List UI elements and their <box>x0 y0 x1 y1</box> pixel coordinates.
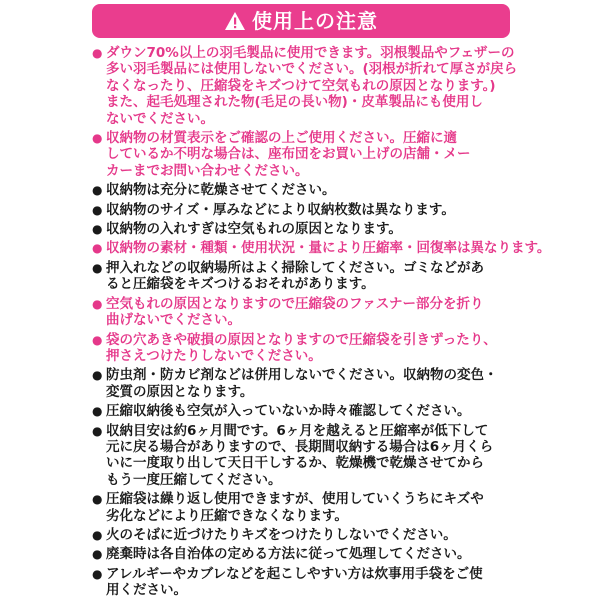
bullet-icon: ● <box>92 183 103 198</box>
caution-note-line: 収納物のサイズ・厚みなどにより収納枚数は異なります。 <box>106 201 455 218</box>
caution-note <box>92 491 512 524</box>
caution-note-line: 変質の原因となります。 <box>106 383 254 400</box>
bullet-icon: ● <box>92 404 103 419</box>
caution-note-text <box>106 566 512 599</box>
caution-header <box>92 4 510 38</box>
caution-note-line: 元に戻る場合がありますので、長期間収納する場合は6ヶ月くら <box>106 438 494 455</box>
caution-note-line: 押入れなどの収納場所はよく掃除してください。ゴミなどがあ <box>106 259 484 276</box>
caution-note-text <box>106 367 512 400</box>
caution-note-line: いに一度取り出して天日干しするか、乾燥機で乾燥させてから <box>106 455 484 472</box>
caution-note-text <box>106 546 512 562</box>
bullet-icon: ● <box>92 222 103 237</box>
caution-note-line: 曲げないでください。 <box>106 312 241 329</box>
caution-note-text <box>106 260 512 293</box>
caution-note <box>92 130 512 179</box>
caution-note-text <box>106 296 512 329</box>
caution-list <box>92 45 551 602</box>
caution-note-text <box>106 423 512 489</box>
bullet-icon: ● <box>92 131 103 146</box>
caution-note-line: ないでください。 <box>106 110 214 127</box>
bullet-icon: ● <box>92 527 103 542</box>
caution-note-line: もう一度圧縮してください。 <box>106 471 282 488</box>
caution-note-line: 収納目安は約6ヶ月間です。6ヶ月を越えると圧縮率が低下して <box>106 422 489 439</box>
bullet-icon: ● <box>92 332 103 347</box>
bullet-icon: ● <box>92 423 103 438</box>
caution-note-line: 防虫剤・防カビ剤などは併用しないでください。収納物の変色・ <box>106 367 498 384</box>
caution-note-line: 収納物の材質表示をご確認の上ご使用ください。圧縮に適 <box>106 130 457 147</box>
caution-note-line: 劣化などにより圧縮できなくなります。 <box>106 507 348 524</box>
caution-note <box>92 221 512 237</box>
caution-note-line: 収納物は充分に乾燥させてください。 <box>106 182 336 199</box>
caution-note <box>92 403 512 419</box>
bullet-icon: ● <box>92 547 103 562</box>
caution-note-line: 押さえつけたりしないでください。 <box>106 347 322 364</box>
caution-note-line: 多い羽毛製品には使用しないでください。(羽根が折れて厚さが戻ら <box>106 61 518 78</box>
caution-note-line: なくなったり、圧縮袋をキズつけて空気もれの原因となります。) <box>106 77 496 94</box>
bullet-icon: ● <box>92 368 103 383</box>
caution-note <box>92 260 512 293</box>
caution-note-line: 収納物の入れすぎは空気もれの原因となります。 <box>106 221 402 238</box>
bullet-icon: ● <box>92 566 103 581</box>
caution-note <box>92 240 551 257</box>
caution-note <box>92 296 512 329</box>
caution-note-text <box>106 130 512 179</box>
caution-note <box>92 367 512 400</box>
caution-note-line: 袋の穴あきや破損の原因となりますので圧縮袋を引きずったり、 <box>106 331 497 348</box>
bullet-icon: ● <box>92 241 103 256</box>
caution-note <box>92 202 512 218</box>
caution-note-line: 火のそばに近づけたりキズをつけたりしないでください。 <box>106 526 457 543</box>
caution-title: 使用上の注意 <box>252 9 378 33</box>
caution-note-line: アレルギーやカブレなどを起こしやすい方は炊事用手袋をご使 <box>106 565 483 582</box>
caution-note-text <box>106 491 512 524</box>
bullet-icon: ● <box>92 492 103 507</box>
caution-note-line: ると圧縮袋をキズつけるおそれがあります。 <box>106 276 375 293</box>
caution-note-text <box>106 240 550 256</box>
caution-note-line: ダウン70%以上の羽毛製品に使用できます。羽根製品やフェザーの <box>106 45 515 61</box>
caution-note-text <box>106 332 512 365</box>
bullet-icon: ● <box>92 296 103 311</box>
bullet-icon: ● <box>92 46 103 60</box>
caution-note-text <box>106 182 512 198</box>
caution-note-text <box>106 202 512 218</box>
caution-note-line: 空気もれの原因となりますので圧縮袋のファスナー部分を折り <box>106 295 484 312</box>
caution-note-line: 圧縮収納後も空気が入っていないか時々確認してください。 <box>106 403 471 420</box>
caution-note-line: 廃棄時は各自治体の定める方法に従って処理してください。 <box>106 546 471 563</box>
caution-note-text <box>106 45 517 127</box>
warning-icon <box>224 11 246 31</box>
caution-note-text <box>106 221 512 237</box>
caution-note-line: また、起毛処理された物(毛足の長い物)・皮革製品にも使用し <box>106 94 483 111</box>
caution-note-line: しているか不明な場合は、座布団をお買い上げの店舗・メー <box>106 146 471 163</box>
caution-note-line: 用ください。 <box>106 582 187 599</box>
caution-note <box>92 45 518 127</box>
caution-note-text <box>106 403 512 419</box>
caution-note <box>92 182 512 198</box>
caution-note-text <box>106 527 512 543</box>
caution-note <box>92 527 512 543</box>
caution-note <box>92 423 512 489</box>
bullet-icon: ● <box>92 260 103 275</box>
caution-note <box>92 332 512 365</box>
caution-note-line: カーまでお問い合わせください。 <box>106 162 309 179</box>
caution-note <box>92 546 512 562</box>
caution-note-line: 収納物の素材・種類・使用状況・量により圧縮率・回復率は異なります。 <box>106 240 551 257</box>
caution-note-line: 圧縮袋は繰り返し使用できますが、使用していくうちにキズや <box>106 491 484 508</box>
caution-note <box>92 566 512 599</box>
bullet-icon: ● <box>92 202 103 217</box>
